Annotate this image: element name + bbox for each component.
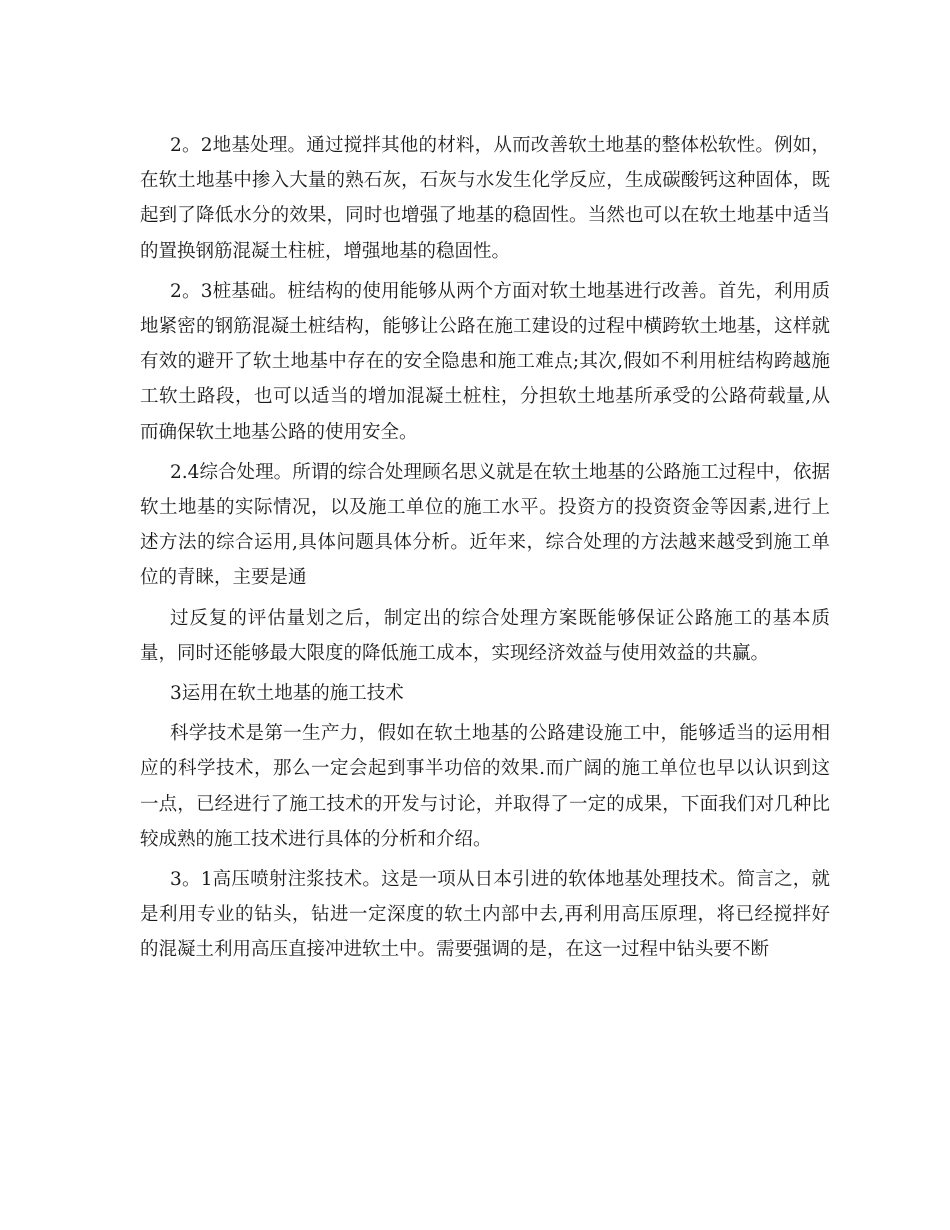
- section-heading-3: 3运用在软土地基的施工技术: [170, 683, 404, 705]
- paragraph-continuation: 过反复的评估量划之后，制定出的综合处理方案既能够保证公路施工的基本质量，同时还能够最大限度的降低施工成本，实现经济效益与使用效益的共赢。: [140, 607, 830, 664]
- paragraph-2-3-pile-foundation: 2。3桩基础。桩结构的使用能够从两个方面对软土地基进行改善。首先，利用质地紧密的钢筋混凝土桩结构，能够让公路在施工建设的过程中横跨软土地基，这样就有效的避开了软土地基中存在的安全隐患和施工难点;其次,假如不利用桩结构跨越施工软土路段，也可以适当的增加混凝土桩柱，分担软土地基所承受的公路荷载量,从而确保软土地基公路的使用安全。: [140, 280, 830, 443]
- paragraph-2-4-comprehensive-treatment: 2.4综合处理。所谓的综合处理顾名思义就是在软土地基的公路施工过程中，依据软土地基的实际情况，以及施工单位的施工水平。投资方的投资资金等因素,进行上述方法的综合运用,具体问题具体分析。近年来，综合处理的方法越来越受到施工单位的青睐，主要是通: [140, 461, 830, 589]
- paragraph-section-3-intro: 科学技术是第一生产力，假如在软土地基的公路建设施工中，能够适当的运用相应的科学技术，那么一定会起到事半功倍的效果.而广阔的施工单位也早以认识到这一点，已经进行了施工技术的开发与讨论，并取得了一定的成果，下面我们对几种比较成熟的施工技术进行具体的分析和介绍。: [140, 723, 830, 850]
- paragraph-3-1-high-pressure-jet-grouting: 3。1高压喷射注浆技术。这是一项从日本引进的软体地基处理技术。简言之，就是利用专业的钻头，钻进一定深度的软土内部中去,再利用高压原理，将已经搅拌好的混凝土利用高压直接冲进软土中。需要强调的是，在这一过程中钻头要不断: [140, 869, 830, 961]
- document-body: [140, 128, 830, 973]
- paragraph-2-2-foundation-treatment: 2。2地基处理。通过搅拌其他的材料，从而改善软土地基的整体松软性。例如，在软土地基中掺入大量的熟石灰，石灰与水发生化学反应，生成碳酸钙这种固体，既起到了降低水分的效果，同时也增强了地基的稳固性。当然也可以在软土地基中适当的置换钢筋混凝土柱桩，增强地基的稳固性。: [140, 135, 830, 262]
